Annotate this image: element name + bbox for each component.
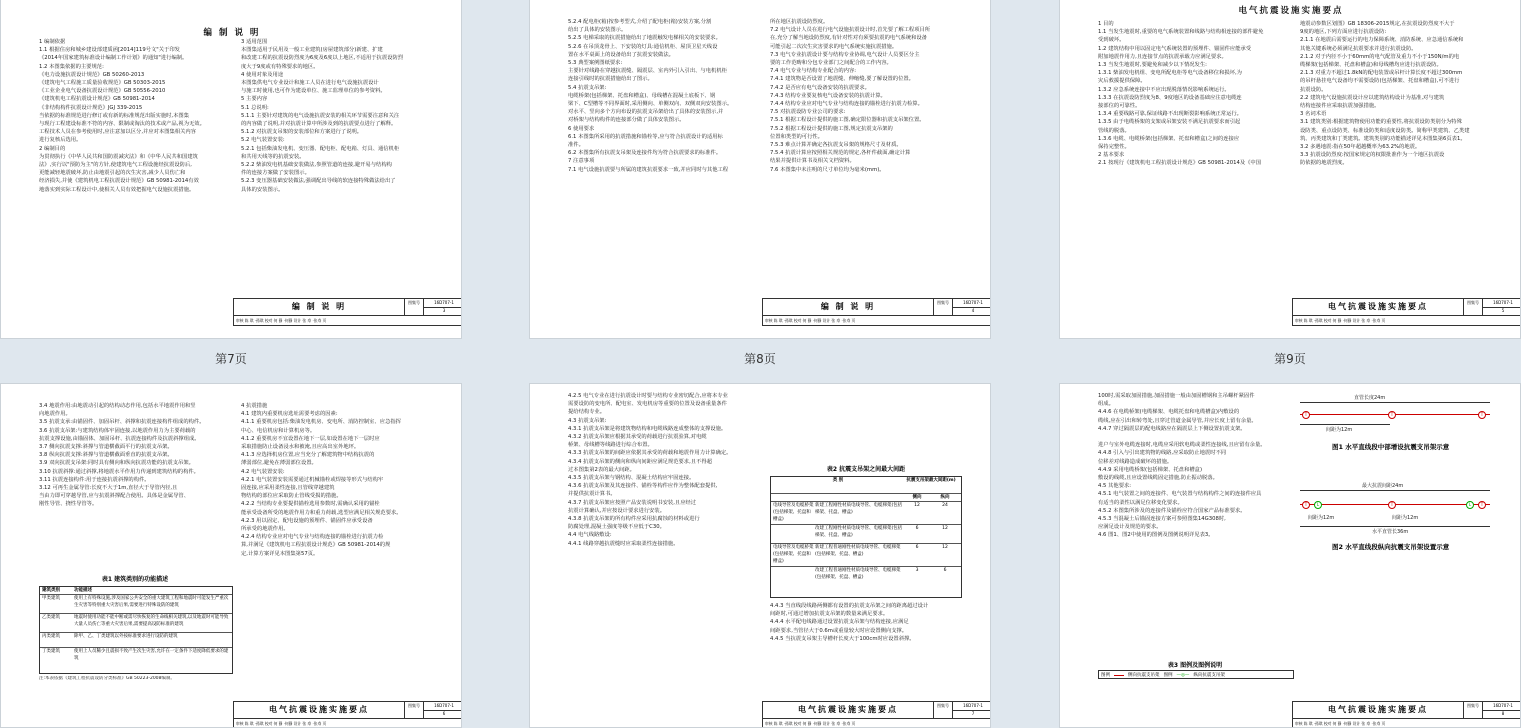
table-cell: 电线导管及电缆桥架(包括梯架、托盘和槽盒) (773, 503, 814, 522)
title-block-code: 16D707-1 (953, 702, 991, 711)
page-title: 电气抗震设施实施要点 (1238, 6, 1344, 16)
table-cell: 6 (915, 545, 919, 550)
fig1-dimension-line (1300, 402, 1490, 403)
title-block-title: 电气抗震设施实施要点 (1293, 299, 1464, 315)
function-table (39, 586, 233, 674)
fig2-spacing-label-a: 间距为12m (1308, 515, 1335, 521)
fig2-total-line (1300, 526, 1490, 527)
fig2-spacing-label-b: 间距为12m (1392, 515, 1419, 521)
table-header-row (771, 494, 961, 502)
title-block-key: 图集号 (934, 702, 953, 718)
title-block-title: 编 制 说 明 (234, 299, 405, 315)
text-column-left: 3.4 地震作用:由地震动引起的结构动态作用,包括水平地震作用和竖 向地震作用。 3.5 抗震支承:由锚固件、加固吊杆、斜撑和抗震连接构件组成的构件。 3.6 抗震支吊架:与建筑结构体牢固连接,以地震作用力为主要荷载的 抗震支撑设施,由锚固体、加固吊杆、抗震连接构件及抗震斜撑组成。 3.7 侧向抗震支撑:斜撑与管道横截面平行的抗震支吊架。 3.8 纵向抗震支撑:斜撑与管道横截面垂直的抗震支吊架。 3.9 双向抗震支吊架:同时具有侧向和纵向抗震功能的抗震支吊架。 3.10 抗震斜撑:通过斜撑,将地震水平作用力传递到建筑结构的构件。 3.11 抗震连接构件:用于连接抗震斜撑的构件。 3.12 可再生金属导管:长度不大于1m,直径大于导管内径,且 当由力即可穿越导管,应与抗震斜撑配合使用。具体是金属导管、 刚性导管、挠性导管等。 (39, 403, 205, 508)
longitudinal-brace-icon: L (1466, 501, 1474, 509)
table-cell: 新建工程刚性材质电线导管、电缆梯架(包括梯架、托盘、槽盒) (815, 503, 903, 515)
title-block-signatures: 审核 陈 琪 ·孫琪 校对 何 静 ·何静 设计 张 寿 ·张寿 页 (763, 718, 991, 728)
lateral-brace-icon: T (1388, 501, 1396, 509)
table-title: 表2 抗震支吊架之间最大间距 (826, 466, 906, 473)
table-cell: 新建工程普通刚性材质电线导管、电缆梯架(包括梯架、托盘、槽盒) (815, 545, 901, 557)
page-thumbnail-12[interactable] (1059, 383, 1521, 728)
table-header-cell: 侧向 (912, 495, 922, 500)
title-block-page: 8 (1501, 711, 1505, 716)
title-block-signatures: 审核 陈 琪 ·孫琪 校对 何 静 ·何静 设计 张 寿 ·张寿 页 (234, 315, 462, 325)
drawing-sheet (556, 0, 983, 338)
table-row (771, 544, 961, 567)
title-block (762, 701, 991, 728)
title-block-code: 16D707-1 (953, 299, 991, 308)
fig1-caption: 图1 水平直线段中部增设抗震支吊架示意 (1332, 443, 1450, 451)
table-cell: 6 (943, 568, 947, 573)
page-title: 编 制 说 明 (203, 28, 261, 38)
fig1-spacing-label: 间距为12m (1326, 427, 1353, 433)
table-cell: 12 (942, 526, 948, 531)
table-cell: 3 (915, 568, 919, 573)
page-thumbnail-11[interactable] (529, 383, 991, 728)
page-thumbnail-8[interactable] (529, 0, 991, 339)
table-cell: 使用上有特殊设施,涉及国家公共安全的重大建筑工程和地震时可能发生严重次生灾害等特别重大灾害后果,需要进行特殊设防的建筑 (74, 596, 229, 608)
table-cell: 12 (914, 503, 920, 508)
table-cell: 24 (942, 503, 948, 508)
table-cell (773, 525, 815, 543)
text-column-right: 4 抗震措施 4.1 建筑内重要机房选址需要考虑的因素: 4.1.1 重要机房包括:柴油发电机房、变电所、消防控制室、应急指挥 中心、电信机房和计算机房等。 4.1.2 重要机房不宜设置在地下一层,如设置在地下一层时应 采取措施防止设备浸水和被淹,且应高出室外地坪。 4.1.3 应选择机房位置,应当充分了解建筑物中结构抗震的 薄弱部位,避免在薄弱部位设置。 4.2 电气装置安装: 4.2.1 电气装置安装需要通过机械锚栓或焊接等形式与结构牢 固连接,应采用柔性连接,且管线穿越建筑 物结构的部位应采取防止管线受损的措施。 4.2.2 当结构专业要提供锚栓选用参数时,需确认采用的锚栓 能承受设备所受的地震作用力和重力荷载,选型应满足相关规范要求。 4.2.3 用以固定、配电设施的预埋件、锚固件应承受设备 所承受的地震作用。 4.2.4 结构专业应对电气专业与结构连接的锚栓进行抗震力检 算,并满足《建筑机电工程抗震设计规范》GB 50981-2014的规 定,计算方案详见本图集第57页。 (241, 403, 402, 557)
table-row (40, 633, 232, 648)
table-row (40, 614, 232, 633)
table-cell: 使用上人员稀少且震损不致产生次生灾害,允许在一定条件下适度降低要求的建筑 (74, 649, 229, 661)
table-cell: 改建工程刚性材质电线导管、电缆梯架(包括梯架、托盘、槽盒) (815, 526, 903, 538)
table-row (40, 595, 232, 614)
text-column-left: 1 编制依据 1.1 根据住房和城乡建设部建质函[2014]119号文"关于印发 《2014年国家建筑标准设计编制工作计划》的通知"进行编制。 1.2 本图集依据的主要规范: 《电力设施抗震设计规范》GB 50260-2013 《建筑电气工程施工质量验收规范》GB 50303-2015 《工业企业电气设备抗震设计规范》GB 50556-2010 《建筑机电工程抗震设计规范》GB 50981-2014 《非结构构件抗震设计规范》JGJ 339-2015 当依据的标准规范进行修订或有新的标准规范出版实施时,本图集 与现行工程建设标准不符的内容、限制或淘汰的技术或产品,视为无效。 工程技术人员在参考使用时,应注意加以区分,并应对本图集相关内容 进行复核后选用。 2 编制目的 为贯彻执行《中华人民共和国防震减灾法》和《中华人民共和国建筑 法》,实行以"预防为主"的方针,使建筑电气工程设施经抗震设防后, 更能减轻地震破坏,防止由地震引起的次生灾害,减少人员伤亡和 经济损失,并使《建筑机电工程抗震设计规范》GB 50981-2014有效 地落实到实际工程设计中,使相关人员有效把握电气设施抗震措施。 (39, 39, 205, 193)
title-block-signatures: 审核 陈 琪 ·孫琪 校对 何 静 ·何静 设计 张 寿 ·张寿 页 (234, 718, 462, 728)
table-title: 表1 建筑类别的功能描述 (101, 576, 169, 583)
table-row (771, 567, 961, 589)
title-block-key: 图集号 (934, 299, 953, 315)
title-block (1292, 701, 1521, 728)
title-block-title: 电气抗震设施实施要点 (234, 702, 405, 718)
text-column-left: 4.2.5 电气专业在进行抗震设计时要与结构专业密切配合,应将本专业 需要设防的变电所、配电室、发电机房等重要的位置及设备重量条件 提给结构专业。 4.3 抗震支吊架: 4.3.1 抗震支吊架是将建筑物结构和电缆线路连成整体的支撑设施。 4.3.2 抗震支吊架应根据其承受的荷载进行抗震验算,对电缆 桥架、母线槽等线路进行综合布置。 4.3.3 抗震支吊架的间距应依据其承受的荷载和地震作用力计算确定。 4.3.4 抗震支吊架的侧向和纵向间距应满足规范要求,且不得超 过本图集第2表的最大间距。 4.3.5 抗震支吊架与钢结构、混凝土结构应牢固连接。 4.3.6 抗震支吊架及其连接件、锚栓等构件应作为整体配套提供, 并提供抗震计算书。 4.3.7 抗震支吊架应按照产品安装说明书安装,且应经过 抗震计算确认,并应按设计要求进行安装。 4.3.8 抗震支吊架的所有构件应采用抗腐蚀的材料或进行 防腐处理,混凝土强度等级不应低于C30。 4.4 电气线路敷设: 4.4.1 线路穿越抗震缝时应采取柔性连接措施。 (568, 393, 732, 547)
drawing-sheet (1086, 384, 1513, 727)
table-header-cell: 类 别 (832, 478, 844, 483)
table-row (40, 648, 232, 662)
table-cell (773, 567, 815, 589)
page-thumbnail-9[interactable] (1059, 0, 1521, 339)
lateral-brace-icon: T (1478, 411, 1486, 419)
text-column-right: 3 适用范围 本图集适用于民用及一般工业建筑(房屋建筑部分)新建、扩建 和改建工程的抗震设防烈度为6度及6度以上地区,不适用于抗震设防烈 度大于9度或有特殊要求的地区。 4 使用对象及用途 本图集供电气专业设计和施工人员在进行电气设施抗震设计 与施工时使用,也可作为建设单位、施工监理单位的参考资料。 5 主要内容 5.1 总说明: 5.1.1 主要针对建筑的电气设施抗震安装的相关环节需要注意和关注 的内容做了说明,并对抗震计算中所涉及到的抗震要点进行了解释。 5.1.2 对抗震支吊架的安装部位和方案进行了说明。 5.2 电气装置安装: 5.2.1 包括柴油发电机、变压器、配电柜、配电箱、灯具、通信机柜 和共用天线等的抗震安装。 5.2.2 柴油发电机基础安装做法,参照管道的连接,避开易与结构构 件的连接方案做了安装图示。 5.2.3 变压器基础安装做法,强调配出导线的软连接特殊做法给出了 具体的安装图示。 (241, 39, 404, 193)
lateral-brace-icon: T (1478, 501, 1486, 509)
title-block-code: 16D707-1 (424, 702, 462, 711)
table-cell: 丙类建筑 (42, 634, 60, 639)
table-cell: 除甲、乙、丁类建筑以外按标准要求进行设防的建筑 (74, 634, 178, 639)
text-column-right: 所在地区抗震设防烈度。 7.2 电气设计人员在进行电气设施抗震设计时,首先要了解工程项目所 在,充分了解当地设防烈度,有针对性对有须要抗震的电气系统和设备 可能引起二次次生灾害要求的电气系统实施抗震措施。 7.3 电气专业抗震设计要与结构专业协调,电气设计人员要区分主 要的工作范畴和分包专业部门之间配合的工作内容。 7.4 电气专业与结构专业配合的内容: 7.4.1 建筑物是否设置了地震缝、伸缩缝,要了解设置的位置。 7.4.2 是否应有电气设备安装的抗震要求。 7.4.3 结构专业要复核电气设备安装的抗震计算。 7.4.4 结构专业应对电气专业与结构连接的锚栓进行抗震力检算。 7.5 对抗震设防专业公司的要求: 7.5.1 根据工程设计提供的施工图,确定限位器和抗震支吊架位置。 7.5.2 根据工程设计提供的施工图,规定抗震支吊架的 位置和类型的可行性。 7.5.3 难点计算并确定各抗震支吊架的规格尺寸及材质。 7.5.4 抗震计算应按照相关规范的规定,各杆件截面,确定计算 结果并提供计算书及相关文档资料。 7.6 本图集中未注明的尺寸单位均为毫米(mm)。 (770, 19, 931, 173)
title-block-page: 3 (442, 308, 446, 313)
title-block-code: 16D707-1 (1483, 299, 1521, 308)
table-cell: 12 (942, 545, 948, 550)
title-block (762, 298, 991, 326)
table-cell: 6 (915, 526, 919, 531)
text-column-left: 1 目的 1.1 当发生地震时,重要的电气系统装置和线路与结构相连接的部件避免 受到破坏。 1.2 建筑结构中用以固定电气系统装置的预埋件、锚固件应能承受 附加地震作用力,且连接节点的抗震承载力应满足要求。 1.3 当发生地震时,要避免和减少以下情况发生: 1.3.1 柴油发电机组、变电所配电柜等电气设备移位和损坏,为 灾后救援提供保障。 1.3.2 应急系统连接中不应出现脱落情况影响系统运行。 1.3.3 在抗震设防烈度为8、9度地区的设备基础应注意电缆连 接部位的可靠性。 1.3.4 重要线路可靠,保证线路不出现断裂影响系统正常运行。 1.3.5 由于电缆桥架的支架或吊架安装不满足抗震要求而引起 管线的脱落。 1.3.6 电缆、电缆桥架(包括梯架、托盘和槽盒)之间的连接应 保持完整性。 2 基本要求 2.1 按现行《建筑机电工程抗震设计规范》GB 50981-2014及《中国 (1098, 21, 1264, 167)
legend-description: 侧向抗震支吊架 (1128, 673, 1160, 678)
text-column-left: 5.2.4 配电柜(箱)按参考型式,介绍了配电柜(箱)安装方案,分割 给出了具体的安装图示。 5.2.5 电梯采取的抗震措施给出了地震触发电梯相关的安装要求。 5.2.6 在吊顶龙骨上、下安装的灯具:通信机柜、屋顶卫星天线设 置在水平桌面上的设备给出了抗震安装做法。 5.3 典型案例图纸要求: 主要针对线路在穿越抗震缝、隔震层、室内外引入引出、与电机机柜 连接引线时的抗震措施给出了图示。 5.4 抗震支吊架: 电缆桥架(包括梯架、托盘和槽盒)、母线槽在混凝土底板下、钢 梁下、C型槽等不同界面时,采用侧向、单侧双向、双侧双向安装图示。 对水平、竖向多个方向布设的抗震支吊架给出了具体的安装图示,并 对桥架与结构构件的连接部分做了具体安装图示。 6 使用要求 6.1 本图集所采用的抗震措施和锚栓等,应与符合抗震设计的适用标 准件。 6.2 本图集所有抗震支吊架及连接件均为符合抗震要求的标准件。 7 注意事项 7.1 电气设施抗震要与所属的建筑抗震要求一致,并应同时与其他工程 (568, 19, 733, 173)
lateral-brace-icon: T (1388, 411, 1396, 419)
title-block-title: 电气抗震设施实施要点 (763, 702, 934, 718)
drawing-sheet (27, 384, 454, 727)
page-thumbnail-7[interactable] (0, 0, 462, 339)
title-block-title: 电气抗震设施实施要点 (1293, 702, 1464, 718)
title-block-page: 6 (442, 711, 446, 716)
title-block-signatures: 审核 陈 琪 ·孫琪 校对 何 静 ·何静 设计 张 寿 ·张寿 页 (1293, 315, 1521, 325)
legend-label: 图例 (1101, 673, 1110, 678)
title-block-page: 4 (971, 308, 975, 313)
lateral-brace-icon: T (1302, 501, 1310, 509)
table-cell: 丁类建筑 (42, 649, 60, 654)
table-header-row (771, 477, 961, 494)
title-block-key: 图集号 (1464, 702, 1483, 718)
title-block-page: 7 (971, 711, 975, 716)
title-block-title: 编 制 说 明 (763, 299, 934, 315)
text-column-right: 4.4.3 当直线段线路两侧都有设置的抗震支吊架之间的距离超过设计 间距时,可通过增加抗震支吊架的数量来满足要求。 4.4.4 水平配电线路通过设置抗震支吊架与结构连接,应满足 间距要求,当管径大于0.6m或重量较大时应设置侧向支撑。 4.4.5 当抗震支吊架主导槽杆长度大于100cm时应设置斜撑。 (770, 603, 929, 642)
legend-label: 图例 (1163, 673, 1173, 678)
spacing-table (770, 476, 962, 598)
table-header-row (40, 587, 232, 595)
page-thumbnail-10[interactable] (0, 383, 462, 728)
fig1-spacing-line (1300, 424, 1390, 425)
title-block-code: 16D707-1 (424, 299, 462, 308)
table-cell: 电线导管及电缆桥架(包括梯架、托盘和槽盒) (773, 545, 814, 564)
title-block (1292, 298, 1521, 326)
title-block (233, 298, 462, 326)
table-row (771, 502, 961, 525)
legend-table-title: 表3 图例及图例说明 (1167, 662, 1223, 669)
title-block-signatures: 审核 陈 琪 ·孫琪 校对 何 静 ·何静 设计 张 寿 ·张寿 页 (763, 315, 991, 325)
table-cell: 乙类建筑 (42, 615, 60, 620)
table-cell: 地震时使用功能不能中断或需尽快恢复的生命线相关建筑,以及地震时可能导致大量人员伤亡等重大灾害后果,需要提高设防标准的建筑 (74, 615, 229, 627)
fig2-total-label: 水平直管长36m (1372, 529, 1409, 535)
title-block-key: 图集号 (405, 299, 424, 315)
title-block-page: 5 (1501, 308, 1505, 313)
longitudinal-brace-symbol: —◎— (1176, 673, 1190, 678)
title-block-key: 图集号 (1464, 299, 1483, 315)
lateral-brace-icon: T (1302, 411, 1310, 419)
drawing-sheet (27, 0, 454, 338)
title-block-signatures: 审核 陈 琪 ·孫琪 校对 何 静 ·何静 设计 张 寿 ·张寿 页 (1293, 718, 1521, 728)
text-column-left: 100时,需采取加固措施,加固措施一般由加固槽钢和主吊螺杆紧固件 组成。 4.4.6 在电缆桥架(电缆梯架、电缆托盘和电缆槽盒)内敷设的 缆线,应在引出和转弯处,且穿过管道金属导管,并应长度上留有余量。 4.4.7 穿过隔震层的配电线路应在隔震层上下侧设置抗震支架。 进户与室外电缆连接时,电缆应采用软电缆或柔性连接线,且应留有余量。 4.4.8 引入与引出建筑物的线路,应采取防止地震时不同 位移差对线路造成破坏的措施。 4.4.9 采用电缆桥架(包括梯架、托盘和槽盒) 敷设的线缆,且应设置线缆固定措施,防止振动脱落。 4.5 其他要求: 4.5.1 电气装置之间的连接件、电气装置与结构构件之间的连接件应具 有适当的柔性以满足位移变化要求。 4.5.2 本图集所涉及的连接件及锚栓应符合国家产品标准要求。 4.5.3 当混凝土后锚固连接方案可参照图集14G308时, 应满足设计及规范的要求。 4.6 图1、图2中使用的图例及图例说明详见表3。 (1098, 393, 1266, 539)
legend-table (1098, 670, 1294, 679)
table-header-cell: 建筑类别 (42, 588, 60, 593)
table-note: 注:本表依据《建筑工程抗震设防分类标准》GB 50223-2008编制。 (39, 676, 175, 681)
page-label-7[interactable]: 第7页 (215, 352, 247, 366)
title-block-code: 16D707-1 (1483, 702, 1521, 711)
text-column-right: 地震动参数区划图》GB 18306-2015规定,在抗震设防烈度不大于 9度的地区,下列方面应进行抗震设防: 2.1.1 在地震后需要运行的电力保障系统、消防系统、应急通信系统和 其他关键系统必须满足抗震要求并进行抗震设防。 2.1.2 对于内径不小于60mm的电气配管及重力不小于150N/m的电 缆梯架(包括梯架、托盘和槽盒)和母线槽均应进行抗震设防。 2.1.3 对重力不超过1.8kN的配电装置或吊杆计算长度不超过300mm 的吊杆悬挂电气设备均不需要设防(包括梯架、托盘和槽盒),可不进行 抗震设防。 2.2 建筑电气设施抗震设计应以建筑结构设计为基准,对与建筑 结构连接件应采取抗震加强措施。 3 名词术语 3.1 建筑类别:根据建筑物使用功能的重要性,将抗震设防类别分为特殊 设防类、重点设防类、标准设防类和适度设防类。简称甲类建筑、乙类建 筑、丙类建筑和丁类建筑。建筑类别的功能描述详见本图集第6页表1。 3.2 多遇地震:指在50年超越概率为63.2%的地震。 3.3 抗震设防烈度:按国家规定的权限批准作为一个地区抗震设 防依据的地震烈度。 (1300, 21, 1470, 167)
fig2-dimension-line (1300, 490, 1490, 491)
drawing-sheet (1086, 0, 1513, 338)
longitudinal-brace-icon: L (1314, 501, 1322, 509)
title-block (233, 701, 462, 728)
page-label-9[interactable]: 第9页 (1274, 352, 1306, 366)
page-label-8[interactable]: 第8页 (744, 352, 776, 366)
table-row (771, 525, 961, 544)
fig1-length-label: 直管长度24m (1354, 395, 1386, 401)
lateral-brace-symbol (1114, 675, 1124, 676)
fig2-caption: 图2 水平直线段纵向抗震支吊架设置示意 (1332, 543, 1450, 551)
table-header-cell: 纵向 (940, 495, 950, 500)
title-block-key: 图集号 (405, 702, 424, 718)
fig2-max-label: 最大抗震间距24m (1362, 483, 1404, 489)
legend-description: 纵向抗震支吊架 (1193, 673, 1225, 678)
table-header-cell: 功能描述 (74, 588, 92, 593)
table-header-cell: 抗震支吊架最大间距(m) (906, 478, 956, 483)
drawing-sheet (556, 384, 983, 727)
table-cell: 改建工程普通刚性材质电线导管、电缆梯架(包括梯架、托盘、槽盒) (815, 568, 901, 580)
table-cell: 甲类建筑 (42, 596, 60, 601)
